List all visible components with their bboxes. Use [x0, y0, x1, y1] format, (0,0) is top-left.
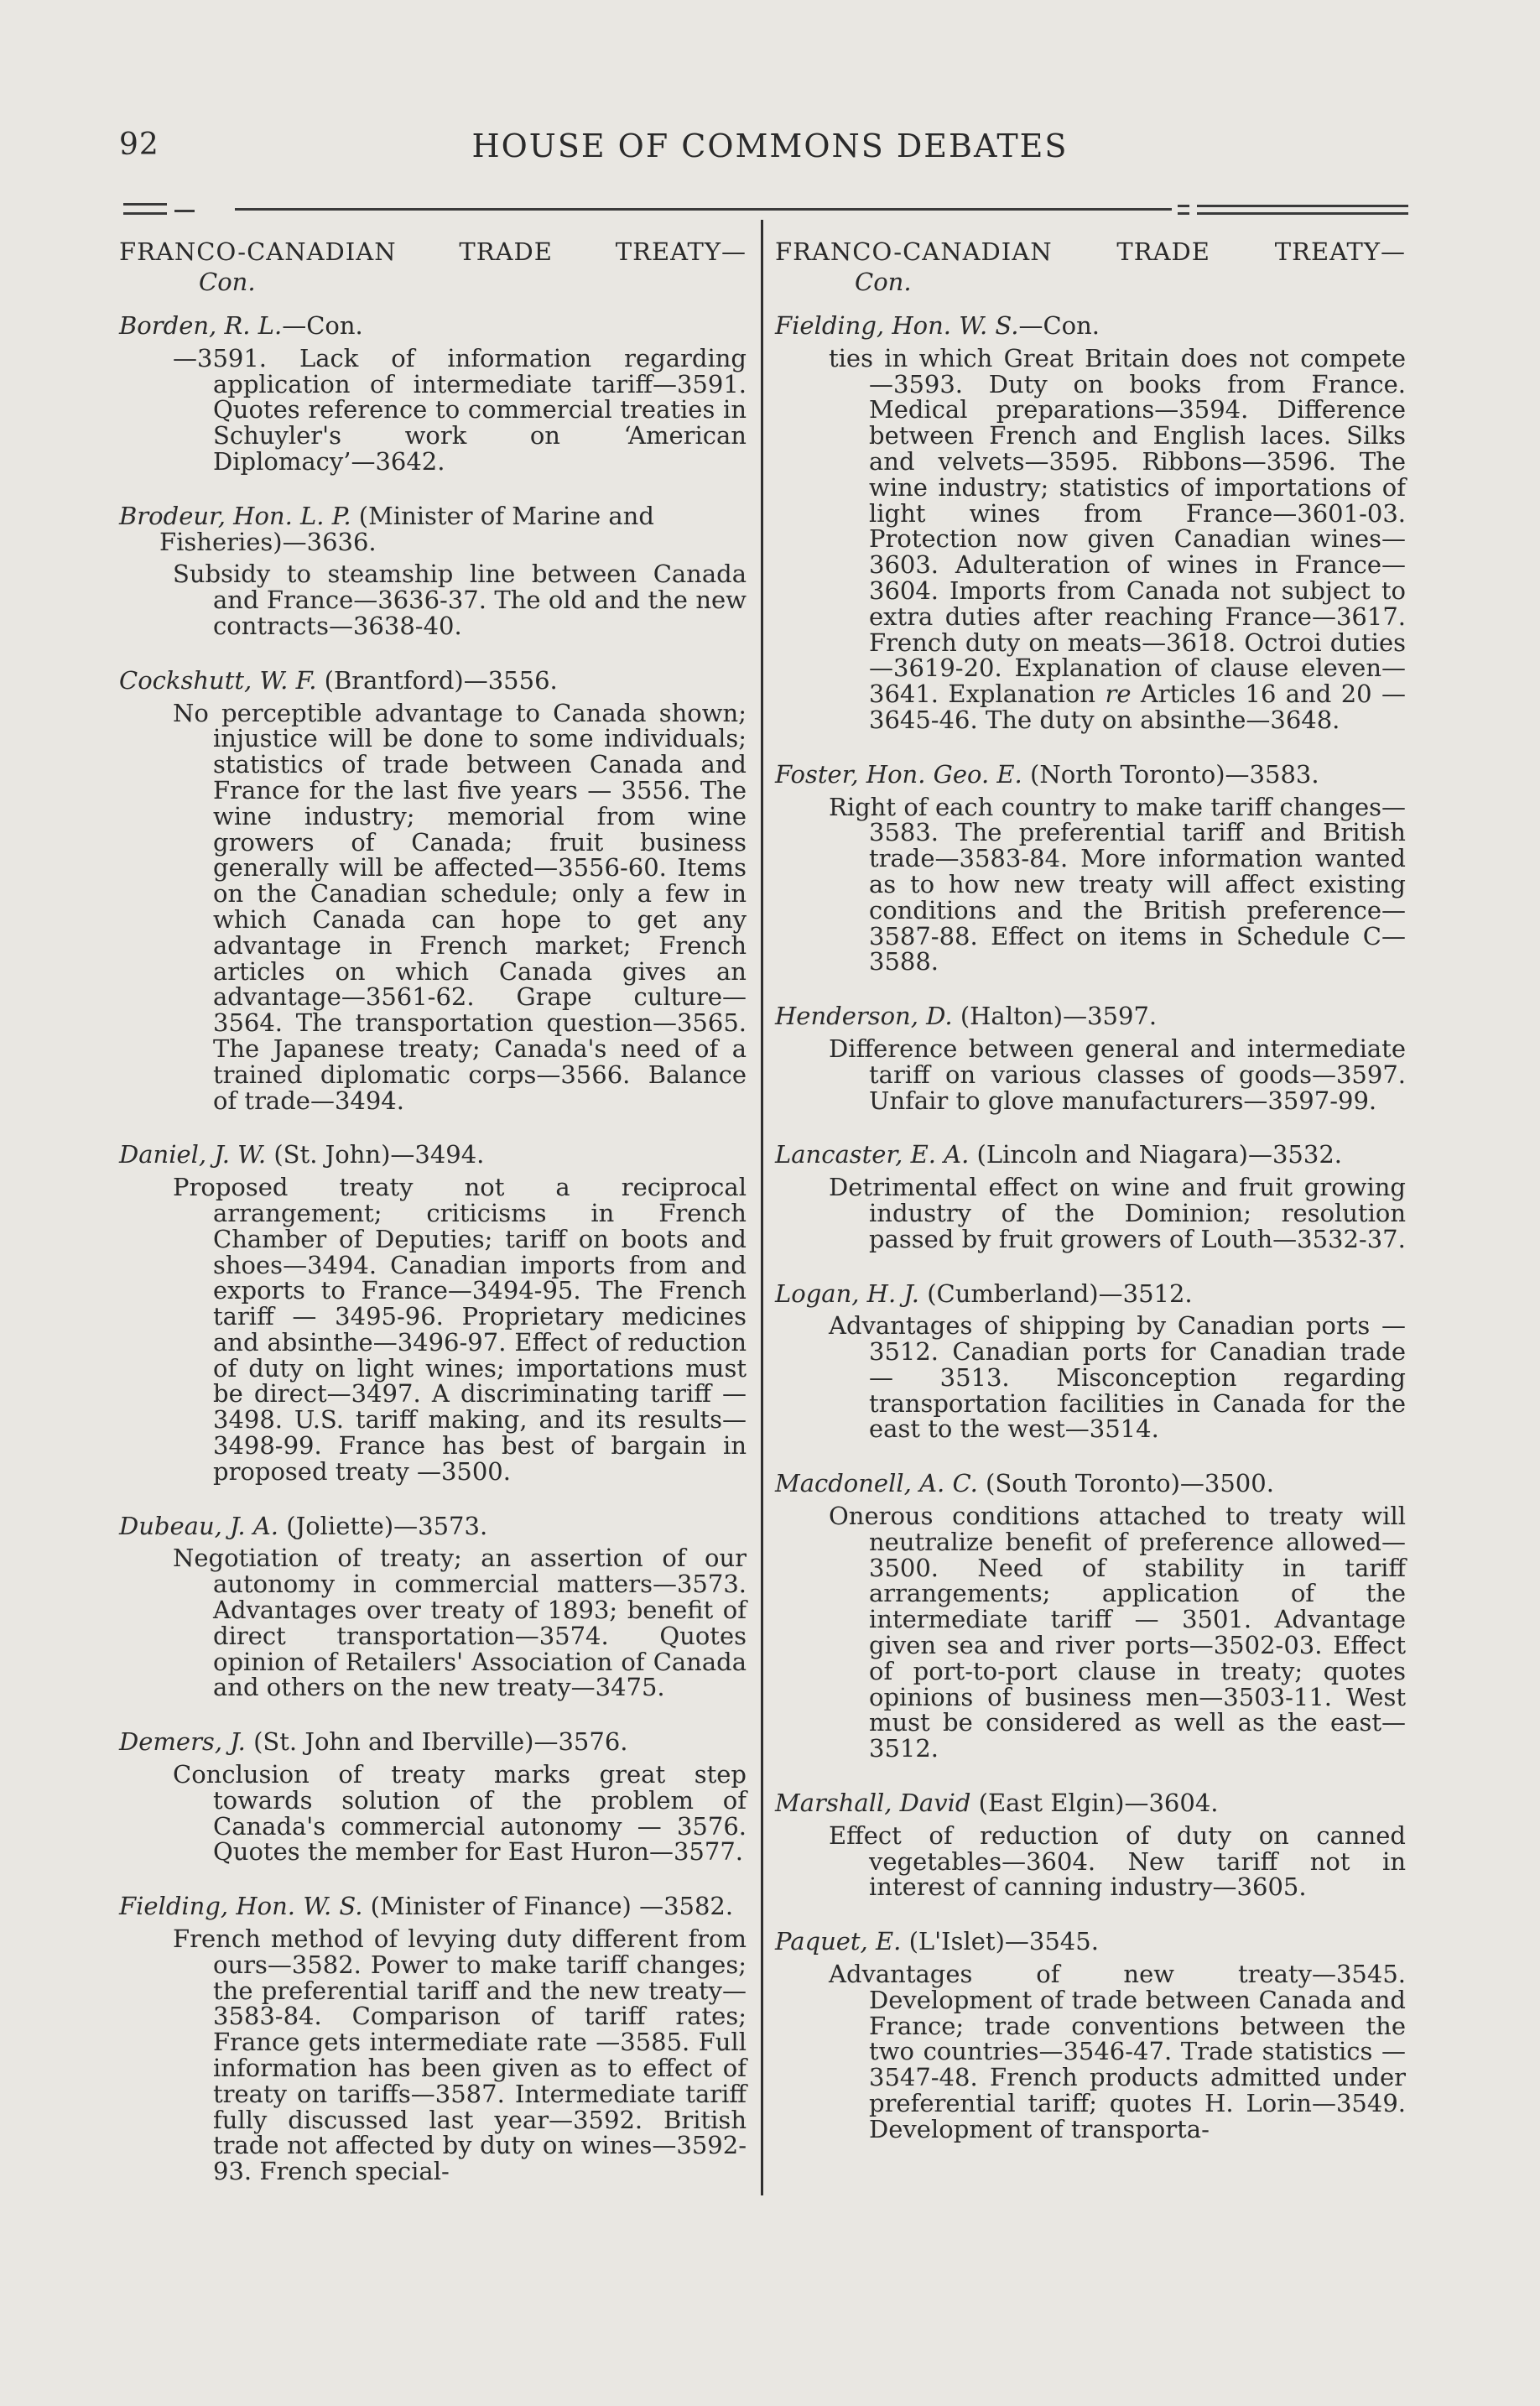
entry-text: Detrimental effect on wine and fruit growing industry of the Dominion; resolution passed by fruit growers of Louth—3532-37.	[829, 1173, 1406, 1253]
entry-heading	[775, 759, 1406, 789]
header-rule-left-b	[123, 212, 167, 215]
member-riding: (Joliette)—3573.	[278, 1511, 488, 1540]
header-rule-right-b	[1197, 212, 1408, 215]
index-entry	[775, 759, 1406, 976]
index-entry	[119, 1142, 747, 1484]
member-name: Foster, Hon. Geo. E.	[775, 759, 1022, 789]
member-riding: (Minister of Marine and Fisheries)—3636.	[159, 501, 654, 556]
member-name: Henderson, D.	[775, 1002, 953, 1031]
header-rule-right-a	[1197, 205, 1408, 207]
member-name: Daniel, J. W.	[119, 1140, 267, 1169]
section-heading: FRANCO-CANADIAN TRADE TREATY—	[775, 237, 1406, 266]
entry-text: Advantages of shipping by Canadian ports —3512. Canadian ports for Canadian trade — 3513. Misconception regarding transportation facilities in Canada for the east to the west—3514.	[829, 1311, 1406, 1444]
entry-text: No perceptible advantage to Canada shown; injustice will be done to some individuals; statistics of trade between Canada and France for the last five years — 3556. The wine industry; memorial from wine growers of Canada; fruit business generally will be affected—3556-60. Items on the Canadian schedule; only a few in which Canada can hope to get any advantage in French market; French articles on which Canada gives an advantage—3561-62. Grape culture—3564. The transportation question—3565. The Japanese treaty; Canada's need of a trained diplomatic corps—3566. Balance of trade—3494.	[173, 698, 747, 1115]
member-riding: (North Toronto)—3583.	[1022, 759, 1319, 789]
member-name: Fielding, Hon. W. S.	[119, 1892, 363, 1921]
entry-heading	[119, 665, 747, 695]
header-rule-mid-b	[1178, 212, 1189, 215]
entry-heading	[119, 503, 747, 555]
entry-text: Difference between general and intermediate tariff on various classes of goods—3597. Unfair to glove manufacturers—3597-99.	[829, 1034, 1406, 1115]
header-rule-mid	[1178, 205, 1189, 207]
entry-text	[775, 343, 1406, 734]
entry-heading	[119, 1513, 747, 1539]
member-riding: (St. John)—3494.	[266, 1140, 485, 1169]
member-name: Logan, H. J.	[775, 1279, 920, 1308]
running-head: HOUSE OF COMMONS DEBATES	[471, 128, 1069, 164]
entry-text: Onerous conditions attached to treaty will neutralize benefit of preference allowed—3500. Need of stability in tariff arrangements; application of the intermediate tariff — 3501. Advantage given sea and river ports—3502-03. Effect of port-to-port clause in treaty; quotes opinions of business men—3503-11. West must be considered as well as the east—3512.	[829, 1502, 1406, 1763]
entry-heading	[119, 1893, 747, 1919]
index-entry	[775, 1471, 1406, 1762]
index-entry	[775, 1003, 1406, 1113]
member-riding: (Lincoln and Niagara)—3532.	[969, 1140, 1342, 1169]
page-number: 92	[119, 128, 159, 162]
entry-text: —3591. Lack of information regarding application of intermediate tariff—3591. Quotes reference to commercial treaties in Schuyler's work on ‘American Diplomacy’—3642.	[173, 343, 747, 476]
section-continued: Con.	[199, 268, 256, 296]
entry-text: French method of levying duty different from ours—3582. Power to make tariff changes; the preferential tariff and the new treaty—3583-84. Comparison of tariff rates; France gets intermediate rate —3585. Full information has been given as to effect of treaty on tariffs—3587. Intermediate tariff fully discussed last year—3592. British trade not affected by duty on wines—3592-93. French special-	[173, 1924, 747, 2186]
member-name: Demers, J.	[119, 1727, 246, 1757]
entry-heading	[775, 1281, 1406, 1307]
member-name: Borden, R. L.	[119, 311, 283, 340]
column-divider	[761, 220, 763, 2195]
index-entry	[775, 313, 1406, 733]
header-rule-left-c	[174, 210, 195, 212]
entry-text: Proposed treaty not a reciprocal arrangement; criticisms in French Chamber of Deputies; tariff on boots and shoes—3494. Canadian imports from and exports to France—3494-95. The French tariff — 3495-96. Proprietary medicines and absinthe—3496-97. Effect of reduction of duty on light wines; importations must be direct—3497. A discriminating tariff — 3498. U.S. tariff making, and its results—3498-99. France has best of bargain in proposed treaty —3500.	[173, 1173, 747, 1486]
entry-text: Subsidy to steamship line between Canada and France—3636-37. The old and the new contracts—3638-40.	[173, 560, 747, 640]
member-riding: (East Elgin)—3604.	[970, 1789, 1219, 1818]
header-rule-left-a	[123, 203, 167, 206]
member-name: Fielding, Hon. W. S.	[775, 311, 1019, 340]
member-riding: —Con.	[282, 311, 363, 340]
member-name: Paquet, E.	[775, 1927, 902, 1956]
member-riding: (Minister of Finance) —3582.	[362, 1892, 734, 1921]
member-riding: (Halton)—3597.	[952, 1002, 1158, 1031]
entry-text: Right of each country to make tariff changes—3583. The preferential tariff and British trade—3583-84. More information wanted as to how new treaty will affect existing conditions and the British preference—3587-88. Effect on items in Schedule C—3588.	[829, 792, 1406, 976]
entry-heading	[119, 1142, 747, 1168]
index-entry	[775, 1929, 1406, 2142]
member-riding: (L'Islet)—3545.	[901, 1927, 1099, 1956]
member-name: Cockshutt, W. F.	[119, 665, 317, 695]
index-entry	[119, 313, 747, 475]
right-column	[775, 239, 1406, 2171]
entry-text: Effect of reduction of duty on canned vegetables—3604. New tariff not in interest of canning industry—3605.	[829, 1820, 1406, 1902]
header-rule-main	[235, 208, 1172, 211]
index-entry	[119, 503, 747, 639]
entry-text-part: ties in which Great Britain does not compete—3593. Duty on books from France. Medical preparations—3594. Difference between French and English laces. Silks and velvets—3595. Ribbons—3596. The wine industry; statistics of importations of light wines from France—3601-03. Protection now given Canadian wines—3603. Adulteration of wines in France—3604. Imports from Canada not subject to extra duties after reaching France—3617. French duty on meats—3618. Octroi duties—3619-20. Explanation of clause eleven—3641. Explanation	[829, 343, 1406, 709]
entry-heading	[775, 313, 1406, 339]
entry-heading	[775, 1003, 1406, 1029]
index-entry	[119, 1513, 747, 1701]
index-entry	[775, 1142, 1406, 1252]
entry-text-italic: re	[1105, 680, 1132, 709]
entry-text-part: Articles 16 and 20 —3645-46. The duty on absinthe—3648.	[869, 680, 1406, 734]
index-entry	[775, 1281, 1406, 1443]
index-entry	[119, 1893, 747, 2185]
member-riding: (St. John and Iberville)—3576.	[245, 1727, 628, 1757]
member-name: Macdonell, A. C.	[775, 1469, 978, 1498]
member-riding: (Brantford)—3556.	[316, 665, 558, 695]
member-riding: —Con.	[1018, 311, 1100, 340]
member-riding: (South Toronto)—3500.	[977, 1469, 1274, 1498]
member-riding: (Cumberland)—3512.	[919, 1279, 1193, 1308]
entry-heading	[775, 1471, 1406, 1497]
entry-heading	[775, 1929, 1406, 1955]
section-continued: Con.	[855, 268, 912, 296]
entry-text: Negotiation of treaty; an assertion of our autonomy in commercial matters—3573. Advantages over treaty of 1893; benefit of direct transportation—3574. Quotes opinion of Retailers' Association of Canada and others on the new treaty—3475.	[173, 1544, 747, 1702]
left-column	[119, 239, 747, 2213]
member-name: Lancaster, E. A.	[775, 1140, 970, 1169]
index-entry	[119, 1729, 747, 1865]
section-heading: FRANCO-CANADIAN TRADE TREATY—	[119, 237, 747, 266]
index-entry	[775, 1790, 1406, 1900]
member-name: Dubeau, J. A.	[119, 1511, 279, 1540]
member-name: Marshall, David	[775, 1789, 971, 1818]
entry-heading	[119, 1729, 747, 1755]
entry-heading	[775, 1790, 1406, 1816]
entry-heading	[119, 313, 747, 339]
index-entry	[119, 665, 747, 1115]
entry-text: Advantages of new treaty—3545. Development of trade between Canada and France; trade conventions between the two countries—3546-47. Trade statistics — 3547-48. French products admitted under preferential tariff; quotes H. Lorin—3549. Development of transporta-	[829, 1960, 1406, 2143]
entry-heading	[775, 1142, 1406, 1168]
member-name: Brodeur, Hon. L. P.	[119, 501, 351, 530]
entry-text: Conclusion of treaty marks great step towards solution of the problem of Canada's commercial autonomy — 3576. Quotes the member for East Huron—3577.	[173, 1760, 747, 1867]
